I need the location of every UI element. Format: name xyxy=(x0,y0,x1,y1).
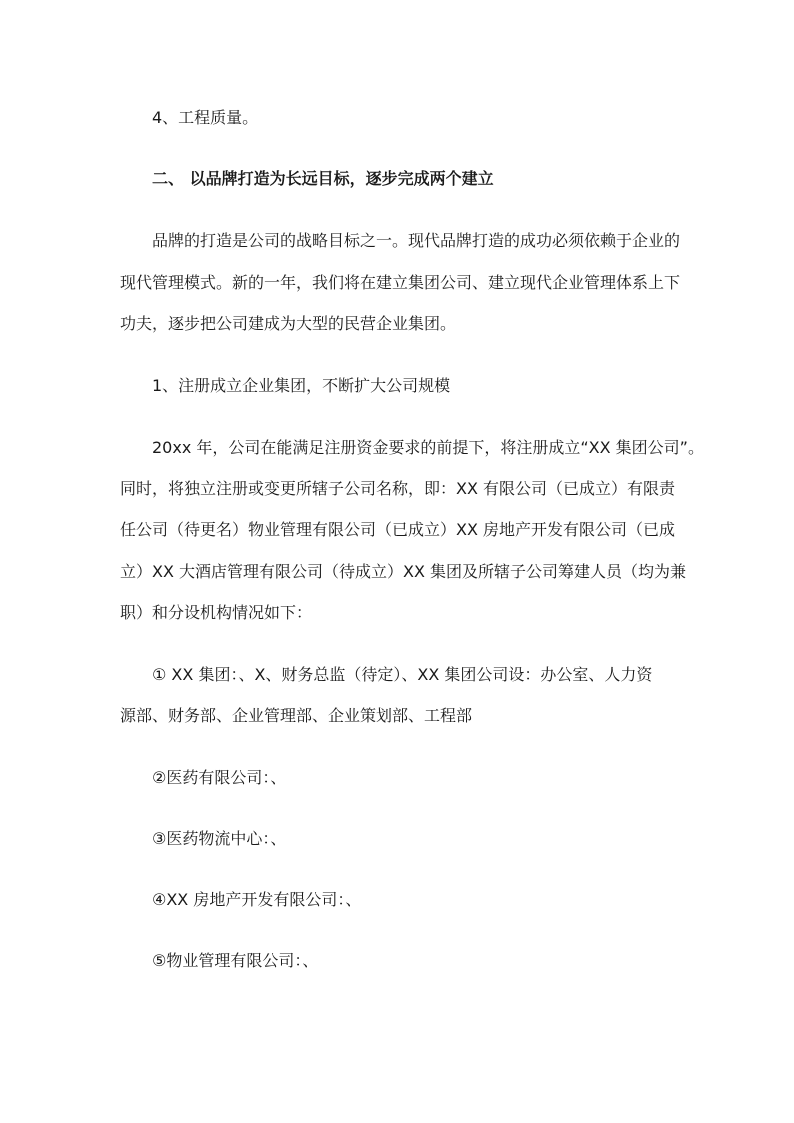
paragraph-line: 任公司（待更名）物业管理有限公司（已成立）XX 房地产开发有限公司（已成 xyxy=(120,520,676,539)
paragraph-line: 立）XX 大酒店管理有限公司（待成立）XX 集团及所辖子公司筹建人员（均为兼 xyxy=(120,562,687,581)
paragraph-line: 同时，将独立注册或变更所辖子公司名称，即：XX 有限公司（已成立）有限责 xyxy=(120,479,676,498)
section-heading-2: 二、 以品牌打造为长远目标，逐步完成两个建立 xyxy=(152,169,494,188)
list-item-circled-2: ②医药有限公司：、 xyxy=(152,768,287,787)
list-item-4: 4、工程质量。 xyxy=(152,108,259,127)
list-item-circled-3: ③医药物流中心：、 xyxy=(152,829,287,848)
paragraph-line: 20xx 年，公司在能满足注册资金要求的前提下，将注册成立“XX 集团公司”。 xyxy=(152,438,704,457)
paragraph-line: 品牌的打造是公司的战略目标之一。现代品牌打造的成功必须依赖于企业的 xyxy=(152,231,681,250)
list-item-circled-4: ④XX 房地产开发有限公司：、 xyxy=(152,890,362,909)
list-item-circled-5: ⑤物业管理有限公司：、 xyxy=(152,951,319,970)
paragraph-line: 功夫，逐步把公司建成为大型的民营企业集团。 xyxy=(120,314,457,333)
paragraph-line: 职）和分设机构情况如下： xyxy=(120,603,313,622)
subheading-1: 1、注册成立企业集团，不断扩大公司规模 xyxy=(152,376,451,395)
paragraph-line: 现代管理模式。新的一年，我们将在建立集团公司、建立现代企业管理体系上下 xyxy=(120,273,681,292)
list-item-circled-1-cont: 源部、财务部、企业管理部、企业策划部、工程部 xyxy=(120,706,473,725)
list-item-circled-1: ① XX 集团：、X、财务总监（待定）、XX 集团公司设：办公室、人力资 xyxy=(152,665,653,684)
